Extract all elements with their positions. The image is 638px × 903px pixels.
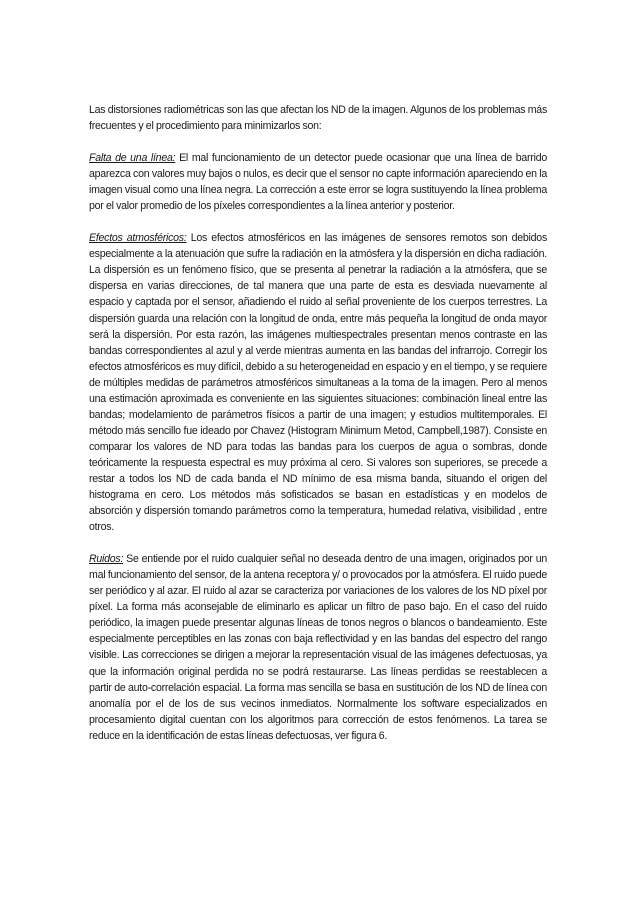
section-noise bbox=[89, 551, 547, 744]
section-atmospheric-effects bbox=[89, 230, 547, 535]
document-body bbox=[89, 102, 547, 760]
section-heading-missing-line: Falta de una línea: bbox=[89, 152, 176, 165]
section-missing-line bbox=[89, 150, 547, 214]
section-body-atmospheric-effects: Los efectos atmosféricos en las imágenes de sensores remotos son debidos especialmente a la atenuación que sufre la radiación en la atmósfera y la dispersión en dicha radiación. La dispersión es un fenómeno físico, que se presenta al penetrar la radiación a la atmósfera, que se dispersa en varias direcciones, de tal manera que una parte de esta es desviada nuevamente al espacio y captada por el sensor, añadiendo el ruido al señal proveniente de los cuerpos terrestres. La dispersión guarda una relación con la longitud de onda, entre más pequeña la longitud de onda mayor será la dispersión. Por esta razón, las imágenes multiespectrales presentan menos contraste en las bandas correspondientes al azul y al verde mientras aumenta en las bandas del infrarrojo. Corregir los efectos atmosféricos es muy difícil, debido a su heterogeneidad en espacio y en el tiempo, y se requiere de múltiples medidas de parámetros atmosféricos simultaneas a la toma de la imagen. Pero al menos una estimación aproximada es conveniente en las siguientes situaciones: combinación lineal entre las bandas; modelamiento de parámetros físicos a partir de una imagen; y estudios multitemporales. El método más sencillo fue ideado por Chavez (Histogram Minimum Metod, Campbell,1987). Consiste en comparar los valores de ND para todas las bandas para los cuerpos de agua o sombras, donde teóricamente la respuesta espectral es muy próxima al cero. Si valores son superiores, se precede a restar a todos los ND de cada banda el ND mínimo de esa misma banda, situando el origen del histograma en cero. Los métodos más sofisticados se basan en estadísticas y en modelos de absorción y dispersión tomando parámetros como la temperatura, humedad relativa, visibilidad , entre otros. bbox=[89, 232, 547, 534]
section-heading-atmospheric-effects: Efectos atmosféricos: bbox=[89, 232, 187, 245]
intro-paragraph: Las distorsiones radiométricas son las que afectan los ND de la imagen. Algunos de los problemas más frecuentes y el procedimiento para minimizarlos son: bbox=[89, 104, 547, 133]
section-heading-noise: Ruidos: bbox=[89, 553, 124, 566]
section-body-noise: Se entiende por el ruido cualquier señal no deseada dentro de una imagen, originados por un mal funcionamiento del sensor, de la antena receptora y/ o provocados por la atmósfera. El ruido puede ser periódico y al azar. El ruido al azar se caracteriza por variaciones de los valores de los ND píxel por píxel. La forma más aconsejable de eliminarlo es aplicar un filtro de paso bajo. En el caso del ruido periódico, la imagen puede presentar algunas líneas de tonos negros o blancos o bandeamiento. Este especialmente perceptibles en las zonas con baja reflectividad y en las bandas del espectro del rango visible. Las correcciones se dirigen a mejorar la representación visual de las imágenes defectuosas, ya que la información original perdida no se podrá restaurarse. Las líneas perdidas se reestablecen a partir de auto-correlación espacial. La forma mas sencilla se basa en sustitución de los ND de línea con anomalía por el de los de sus vecinos inmediatos. Normalmente los software especializados en procesamiento digital cuentan con los algoritmos para corrección de estos fenómenos. La tarea se reduce en la identificación de estas líneas defectuosas, ver figura 6. bbox=[89, 553, 547, 742]
section-body-missing-line: El mal funcionamiento de un detector puede ocasionar que una línea de barrido aparezca con valores muy bajos o nulos, es decir que el sensor no capte información apareciendo en la imagen visual como una línea negra. La corrección a este error se logra sustituyendo la línea problema por el valor promedio de los píxeles correspondientes a la línea anterior y posterior. bbox=[89, 152, 548, 213]
